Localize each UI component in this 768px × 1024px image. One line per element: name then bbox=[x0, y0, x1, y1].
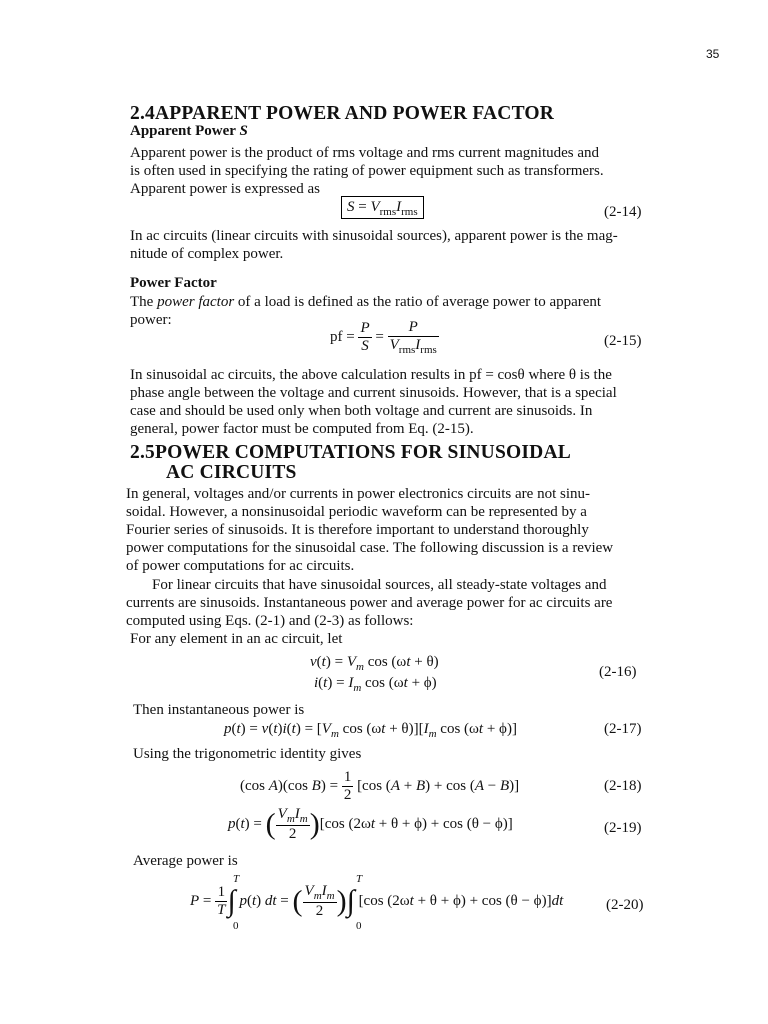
paragraph-line: Using the trigonometric identity gives bbox=[133, 746, 362, 762]
page-number: 35 bbox=[706, 47, 720, 61]
paragraph-line: currents are sinusoids. Instantaneous power and average power for ac circuits are bbox=[126, 595, 613, 611]
paragraph-line: Fourier series of sinusoids. It is therefore important to understand thoroughly bbox=[126, 522, 589, 538]
equation-2-18: (cos A)(cos B) = $\frac{1}{2}$ [cos (A + B) + cos (A − B)] bbox=[240, 769, 520, 803]
paragraph-line: soidal. However, a nonsinusoidal periodic waveform can be represented by a bbox=[126, 504, 587, 520]
paragraph-line: In general, voltages and/or currents in power electronics circuits are not sinu- bbox=[126, 486, 590, 502]
integral-upper-limit: T bbox=[233, 873, 240, 885]
paragraph-line: is often used in specifying the rating of power equipment such as transformers. bbox=[130, 163, 604, 179]
fraction: $\frac{V_mI_m}{2}$ bbox=[277, 806, 308, 842]
paragraph-line: Then instantaneous power is bbox=[133, 702, 305, 718]
equation-number-2-15: (2-15) bbox=[604, 333, 642, 349]
symbol-s: S bbox=[239, 123, 248, 139]
term-power-factor: power factor bbox=[157, 294, 235, 310]
text: The bbox=[130, 294, 158, 310]
equation-number-2-18: (2-18) bbox=[604, 778, 642, 794]
equation-2-17: $p(t) = v(t)i(t) = [V_m$ $\cos (\omega t + \theta)][I_m$ cos (ωt + ϕ)] bbox=[224, 721, 517, 740]
equation-2-19: p(t) = ( $\frac{V_mI_m}{2}$ )[cos (2ωt + θ + ϕ) + cos (θ − ϕ)] bbox=[228, 806, 513, 842]
paragraph-line: Apparent power is expressed as bbox=[130, 181, 320, 197]
paragraph-line: phase angle between the voltage and current sinusoids. However, that is a special bbox=[130, 385, 617, 401]
equation-2-16-line2: $i(t) = I_m$ cos (ωt + ϕ) bbox=[314, 675, 437, 694]
paragraph-line: of power computations for ac circuits. bbox=[126, 558, 355, 574]
equation-2-14-box: $S = V_{rms}I_{rms}$ bbox=[341, 196, 424, 219]
equation-number-2-20: (2-20) bbox=[606, 897, 644, 913]
subheading-apparent-power bbox=[130, 123, 248, 140]
paragraph-line: general, power factor must be computed from Eq. (2-15). bbox=[130, 421, 474, 437]
paragraph-line: Average power is bbox=[133, 853, 238, 869]
fraction: $\frac{1}{2}$ bbox=[343, 769, 352, 803]
equation-2-20: P = $\frac{1}{T}$ ∫ p(t) dt = ( $\frac{V_mI_m}{2}$ )∫ [cos (2ωt + θ + ϕ) + cos (θ − ϕ)]dt bbox=[190, 883, 564, 919]
equation-number-2-16: (2-16) bbox=[599, 664, 637, 680]
integral-lower-limit: 0 bbox=[233, 920, 239, 932]
fraction: $\frac{P}{S}$ bbox=[360, 320, 370, 354]
paragraph-line: power computations for the sinusoidal case. The following discussion is a review bbox=[126, 540, 614, 556]
equation-2-15: pf = $\frac{P}{S}$ = $\frac{P}{V_{rms}I_{rms}}$ bbox=[330, 319, 437, 356]
paragraph-line: In sinusoidal ac circuits, the above calculation results in pf = cosθ where θ is the bbox=[130, 367, 612, 383]
paragraph-line bbox=[130, 294, 601, 311]
paragraph-line: In ac circuits (linear circuits with sinusoidal sources), apparent power is the mag- bbox=[130, 228, 618, 244]
integral-upper-limit: T bbox=[356, 873, 363, 885]
paragraph-line: For linear circuits that have sinusoidal sources, all steady-state voltages and bbox=[152, 577, 607, 593]
equation-number-2-17: (2-17) bbox=[604, 721, 642, 737]
fraction: $\frac{P}{V_{rms}I_{rms}}$ bbox=[389, 319, 437, 356]
section-heading-2-5-line2: AC CIRCUITS bbox=[166, 462, 297, 483]
paragraph-line: power: bbox=[130, 312, 172, 328]
equation-number-2-19: (2-19) bbox=[604, 820, 642, 836]
integral-lower-limit: 0 bbox=[356, 920, 362, 932]
equation-number-2-14: (2-14) bbox=[604, 204, 642, 220]
paragraph-line: For any element in an ac circuit, let bbox=[130, 631, 343, 647]
section-heading-2-5-line1: 2.5POWER COMPUTATIONS FOR SINUSOIDAL bbox=[130, 442, 571, 463]
equation-2-16-line1: $v(t) = V_m$ cos (ωt + θ) bbox=[310, 654, 439, 673]
paragraph-line: nitude of complex power. bbox=[130, 246, 284, 262]
equation-2-14 bbox=[341, 199, 424, 218]
paragraph-line: computed using Eqs. (2-1) and (2-3) as follows: bbox=[126, 613, 414, 629]
subheading-apparent-power-text: Apparent Power bbox=[130, 123, 240, 139]
fraction: $\frac{1}{T}$ bbox=[217, 884, 226, 918]
section-heading-2-4: 2.4APPARENT POWER AND POWER FACTOR bbox=[130, 103, 555, 124]
paragraph-line: case and should be used only when both voltage and current are sinusoids. In bbox=[130, 403, 593, 419]
fraction: $\frac{V_mI_m}{2}$ bbox=[304, 883, 335, 919]
subheading-power-factor: Power Factor bbox=[130, 275, 217, 291]
paragraph-line: Apparent power is the product of rms voltage and rms current magnitudes and bbox=[130, 145, 600, 161]
text: of a load is defined as the ratio of average power to apparent bbox=[234, 294, 602, 310]
